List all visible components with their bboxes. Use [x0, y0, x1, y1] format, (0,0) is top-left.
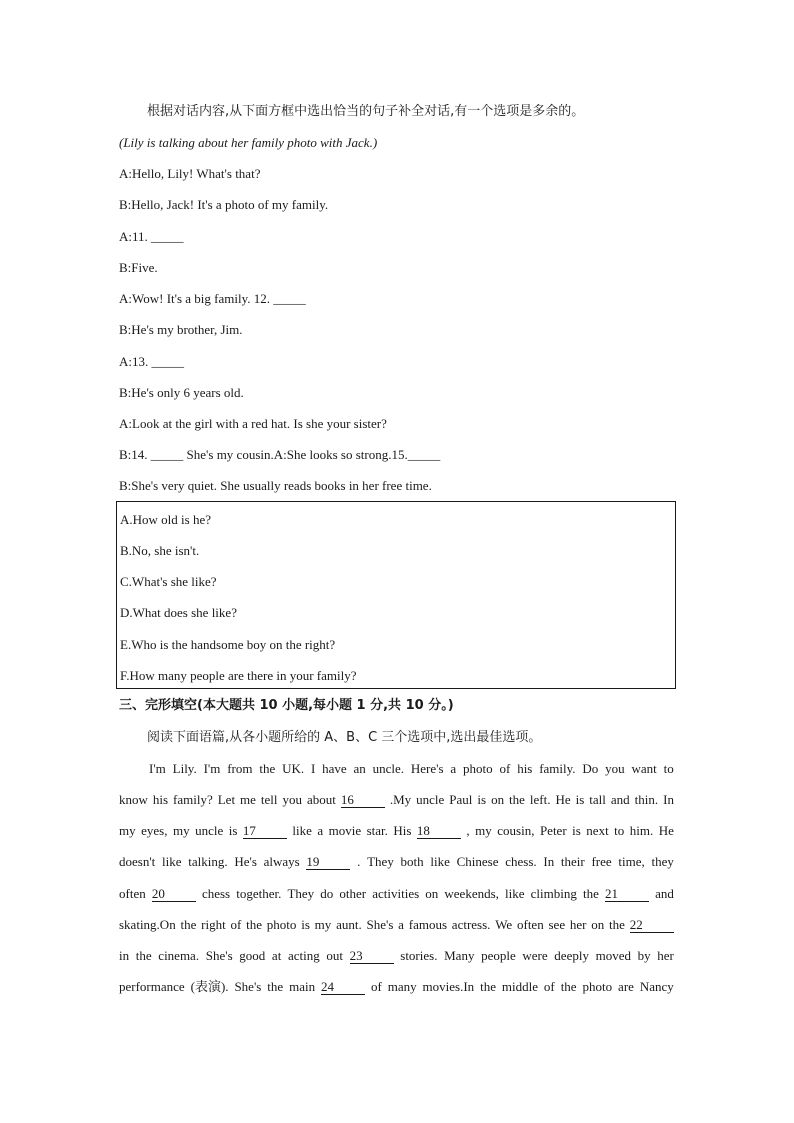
passage-word: chess. — [505, 854, 537, 869]
dialogue-line — [119, 196, 328, 214]
passage-word: acting — [287, 948, 320, 963]
passage-word: by — [637, 948, 651, 963]
passage-word: cinema. — [158, 948, 200, 963]
passage-word: on — [491, 792, 505, 807]
passage-word: movies.In — [422, 979, 475, 994]
passage-word: next — [586, 823, 609, 838]
dialogue-text: A:Look at the girl with a red hat. Is she your sister? — [119, 416, 387, 431]
passage-word: their — [560, 854, 585, 869]
passage-word: uncle — [416, 792, 445, 807]
passage-word: .My — [389, 792, 412, 807]
dialogue-line — [119, 415, 387, 433]
dialogue-line — [119, 228, 184, 246]
passage-word: He's — [234, 854, 257, 869]
passage-word: is — [301, 917, 310, 932]
passage-word: together. — [236, 886, 282, 901]
answer-blank: _____ — [273, 291, 306, 306]
passage-line — [119, 916, 674, 934]
passage-word: chess — [201, 886, 231, 901]
passage-word: many — [387, 979, 417, 994]
passage-word: eyes, — [141, 823, 168, 838]
passage-word: the — [509, 792, 525, 807]
cloze-blank: 17 — [243, 824, 287, 839]
dialogue-text: A:13. — [119, 354, 152, 369]
passage-word: climbing — [530, 886, 577, 901]
passage-word: She's — [205, 948, 233, 963]
passage-word: his — [152, 792, 169, 807]
passage-word: uncle — [195, 823, 224, 838]
passage-word: is — [572, 823, 581, 838]
passage-word: family. — [539, 761, 576, 776]
passage-word: people — [481, 948, 516, 963]
passage-word: often — [516, 917, 544, 932]
passage-word: He — [555, 792, 571, 807]
dialogue-text: B:14. — [119, 447, 151, 462]
passage-line — [119, 791, 674, 809]
passage-word: UK. — [282, 761, 305, 776]
passage-line — [119, 885, 674, 903]
answer-blank: _____ — [151, 229, 184, 244]
passage-word: my — [119, 823, 136, 838]
passage-word: and — [655, 886, 674, 901]
passage-word: middle — [501, 979, 538, 994]
dialogue-line — [119, 165, 260, 183]
passage-word: see — [548, 917, 566, 932]
passage-word: a — [398, 917, 404, 932]
cloze-blank: 22 — [630, 918, 674, 933]
dialogue-text: She's my cousin.A:She looks so strong.15. — [183, 447, 408, 462]
dialogue-text: B:She's very quiet. She usually reads books in her free time. — [119, 478, 432, 493]
passage-word: I — [310, 761, 316, 776]
option-item: C.What's she like? — [120, 574, 217, 589]
passage-word: aunt. — [336, 917, 362, 932]
passage-word: on — [591, 917, 605, 932]
passage-word: often — [119, 886, 146, 901]
passage-word: Lily. — [172, 761, 197, 776]
passage-word: He — [658, 823, 674, 838]
passage-word: are — [618, 979, 634, 994]
dialogue-line — [119, 384, 244, 402]
passage-word: me — [240, 792, 256, 807]
dialogue-text: B:He's only 6 years old. — [119, 385, 244, 400]
passage-word: you — [282, 792, 303, 807]
passage-word: Paul — [449, 792, 473, 807]
passage-word: the — [135, 948, 152, 963]
passage-word: like — [505, 886, 525, 901]
passage-line — [119, 978, 674, 996]
passage-word: a — [450, 761, 457, 776]
answer-blank: _____ — [150, 447, 184, 462]
passage-word: weekends, — [444, 886, 499, 901]
passage-word: activities — [372, 886, 420, 901]
dialogue-line — [119, 477, 432, 495]
passage-word: photo — [266, 917, 297, 932]
passage-word: in — [119, 948, 130, 963]
passage-word: my — [314, 917, 332, 932]
dialogue-text: B:He's my brother, Jim. — [119, 322, 243, 337]
passage-word: uncle. — [372, 761, 405, 776]
passage-word: and — [610, 792, 630, 807]
cloze-blank: 20 — [152, 887, 196, 902]
passage-word: is — [228, 823, 238, 838]
passage-word: the — [582, 886, 599, 901]
passage-word: of — [499, 761, 511, 776]
passage-word: main — [289, 979, 316, 994]
passage-word: to — [614, 823, 625, 838]
passage-word: time, — [618, 854, 645, 869]
passage-word: good — [239, 948, 266, 963]
passage-word: the — [259, 761, 276, 776]
passage-word: In — [663, 792, 674, 807]
passage-word: photo — [463, 761, 493, 776]
cloze-blank: 24 — [321, 980, 365, 995]
passage-word: We — [495, 917, 513, 932]
passage-word: my — [172, 823, 190, 838]
passage-word: thin. — [634, 792, 659, 807]
passage-word: like — [292, 823, 312, 838]
passage-word: Let — [217, 792, 236, 807]
passage-word: her — [657, 948, 674, 963]
passage-word: the — [246, 917, 263, 932]
cloze-blank: 18 — [417, 824, 461, 839]
passage-word: they — [651, 854, 674, 869]
passage-word: her — [569, 917, 587, 932]
passage-word: about — [307, 792, 336, 807]
passage-word: famous — [408, 917, 448, 932]
cloze-blank: 19 — [306, 855, 350, 870]
passage-word: Do — [582, 761, 599, 776]
passage-word: the — [480, 979, 496, 994]
passage-word: is — [575, 792, 585, 807]
passage-word: on — [425, 886, 439, 901]
passage-word: my — [475, 823, 492, 838]
dialogue-text: B:Five. — [119, 260, 158, 275]
passage-word: at — [271, 948, 282, 963]
context-line: (Lily is talking about her family photo with Jack.) — [119, 135, 378, 150]
passage-line — [119, 947, 674, 965]
option-item: F.How many people are there in your family? — [120, 668, 357, 683]
passage-word: skating.On — [119, 917, 176, 932]
passage-word: of — [370, 979, 382, 994]
option-item: D.What does she like? — [120, 605, 237, 620]
dialogue-line — [119, 446, 440, 464]
passage-word: cousin, — [497, 823, 535, 838]
passage-word: (表演). — [190, 979, 229, 994]
passage-word: In — [543, 854, 555, 869]
passage-word: Chinese — [456, 854, 499, 869]
passage-word: photo — [582, 979, 613, 994]
passage-word: tell — [260, 792, 278, 807]
passage-word: I'm — [149, 761, 166, 776]
passage-word: Peter — [539, 823, 567, 838]
passage-word: , — [466, 823, 470, 838]
passage-word: actress. — [451, 917, 491, 932]
passage-word: his — [517, 761, 533, 776]
cloze-blank: 23 — [350, 949, 394, 964]
passage-word: I'm — [203, 761, 221, 776]
answer-blank: _____ — [151, 354, 184, 369]
passage-word: like — [430, 854, 450, 869]
options-box — [116, 501, 676, 689]
passage-word: have — [322, 761, 347, 776]
cloze-blank: 21 — [605, 887, 649, 902]
dialogue-text: B:Hello, Jack! It's a photo of my family. — [119, 197, 329, 212]
dialogue-text: A:Hello, Lily! What's that? — [119, 166, 261, 181]
dialogue-text: A:11. — [119, 229, 152, 244]
option-item: A.How old is he? — [120, 512, 211, 527]
passage-word: always — [263, 854, 300, 869]
passage-word: from — [227, 761, 253, 776]
passage-word: an — [353, 761, 366, 776]
passage-word: family? — [173, 792, 213, 807]
cloze-blank: 16 — [341, 793, 385, 808]
passage-word: you — [605, 761, 625, 776]
passage-word: a — [317, 823, 324, 838]
dialogue-line — [119, 290, 306, 308]
passage-line — [119, 822, 674, 840]
passage-word: the — [267, 979, 284, 994]
passage-word: the — [180, 917, 197, 932]
passage-word: deeply — [554, 948, 589, 963]
passage-word: They — [367, 854, 394, 869]
passage-word: out — [326, 948, 343, 963]
instruction-2: 阅读下面语篇,从各小题所给的 A、B、C 三个选项中,选出最佳选项。 — [147, 730, 542, 745]
passage-line — [119, 853, 674, 871]
answer-blank: _____ — [407, 447, 441, 462]
passage-word: the — [560, 979, 577, 994]
passage-word: right — [201, 917, 226, 932]
passage-word: do — [320, 886, 334, 901]
passage-word: . — [357, 854, 361, 869]
passage-word: She's — [234, 979, 262, 994]
dialogue-text: A:Wow! It's a big family. 12. — [119, 291, 274, 306]
passage-word: stories. — [400, 948, 438, 963]
dialogue-line — [119, 259, 158, 277]
passage-word: were — [522, 948, 548, 963]
passage-word: know — [119, 792, 148, 807]
passage-word: of — [543, 979, 555, 994]
passage-word: like — [162, 854, 182, 869]
option-item: E.Who is the handsome boy on the right? — [120, 637, 336, 652]
passage-word: him. — [629, 823, 654, 838]
passage-word: want — [631, 761, 657, 776]
passage-word: the — [609, 917, 625, 932]
section-heading: 三、完形填空(本大题共 10 小题,每小题 1 分,共 10 分。) — [119, 698, 454, 713]
passage-word: movie — [328, 823, 362, 838]
passage-word: other — [339, 886, 367, 901]
passage-line — [119, 760, 674, 778]
option-item: B.No, she isn't. — [120, 543, 200, 558]
passage-word: tall — [589, 792, 606, 807]
passage-word: talking. — [188, 854, 228, 869]
passage-word: Many — [444, 948, 475, 963]
passage-word: moved — [595, 948, 631, 963]
dialogue-line — [119, 321, 243, 339]
passage-word: She's — [366, 917, 394, 932]
passage-word: Here's — [410, 761, 444, 776]
passage-word: free — [591, 854, 612, 869]
passage-word: of — [230, 917, 242, 932]
instruction-1: 根据对话内容,从下面方框中选出恰当的句子补全对话,有一个选项是多余的。 — [147, 104, 585, 119]
passage-word: doesn't — [119, 854, 156, 869]
dialogue-line — [119, 353, 184, 371]
passage-word: His — [393, 823, 412, 838]
passage-word: is — [477, 792, 487, 807]
passage-word: performance — [119, 979, 185, 994]
passage-word: to — [663, 761, 674, 776]
passage-word: star. — [366, 823, 388, 838]
passage-word: both — [400, 854, 424, 869]
passage-word: Nancy — [639, 979, 674, 994]
passage-word: left. — [529, 792, 551, 807]
passage-word: They — [287, 886, 315, 901]
